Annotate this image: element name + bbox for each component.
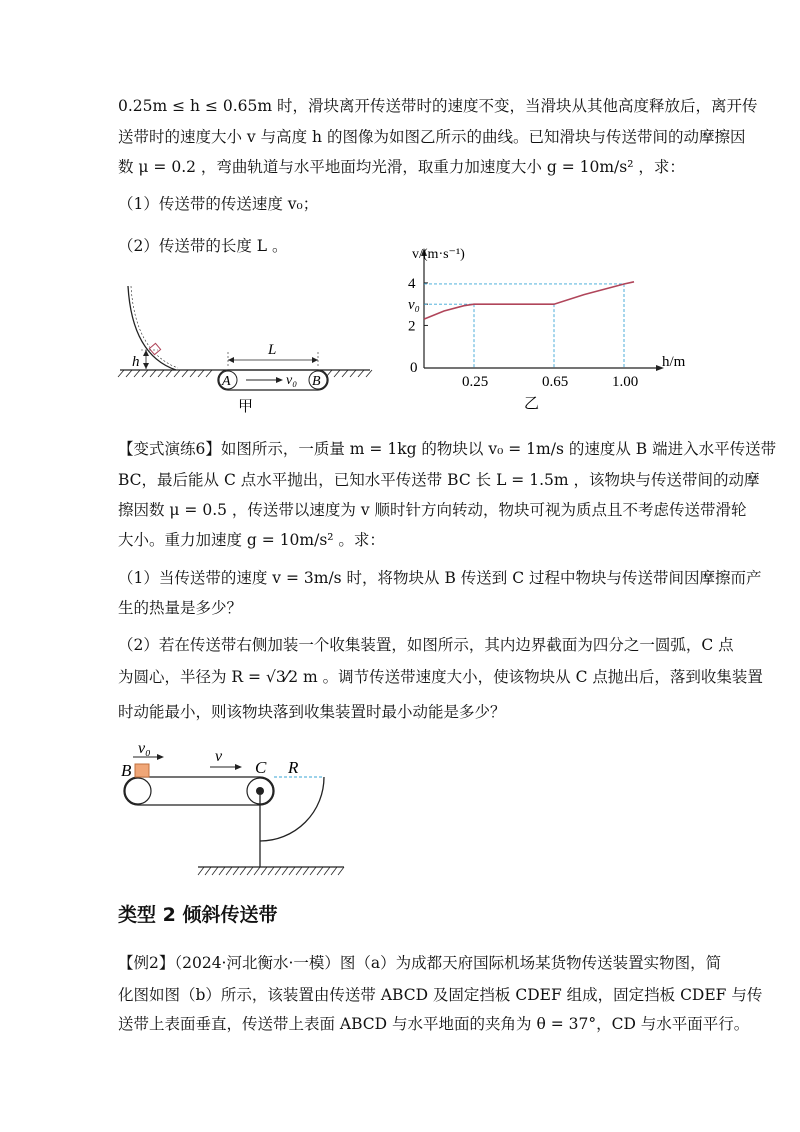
text-line: 送带时的速度大小 v 与高度 h 的图像为如图乙所示的曲线。已知滑块与传送带间的动摩擦因 xyxy=(118,128,746,146)
figure-yi-chart xyxy=(380,247,686,412)
example2-line: 【例2】（2024·河北衡水·一模）图（a）为成都天府国际机场某货物传送装置实物图，简 xyxy=(118,954,722,972)
x-tick-label: 0.65 xyxy=(542,374,569,390)
label-v0-belt: v₀ xyxy=(138,740,151,757)
y-axis-label: v/(m·s⁻¹) xyxy=(412,247,465,262)
figure-belt-collector xyxy=(118,735,358,885)
label-v0-jia: v₀ xyxy=(286,373,298,388)
variant6-q2: （2）若在传送带右侧加装一个收集装置，如图所示，其内边界截面为四分之一圆弧，C 点 xyxy=(118,636,734,654)
text-line: 0.25m ≤ h ≤ 0.65m 时，滑块离开传送带时的速度不变，当滑块从其他高度释放后，离开传 xyxy=(118,97,758,115)
label-B: B xyxy=(312,374,321,389)
label-A: A xyxy=(222,374,231,389)
label-C: C xyxy=(255,758,267,777)
label-h: h xyxy=(132,354,140,370)
question-2: （2）传送带的长度 L 。 xyxy=(118,237,288,255)
label-R: R xyxy=(288,758,299,777)
y-tick-label: v₀ xyxy=(408,297,420,314)
y-tick-label: 4 xyxy=(408,275,416,292)
text-line: 数 μ = 0.2 ，弯曲轨道与水平地面均光滑，取重力加速度大小 g = 10m/s² ，求： xyxy=(118,158,685,176)
variant6-q2: 时动能最小，则该物块落到收集装置时最小动能是多少？ xyxy=(118,703,506,721)
variant6-q2: 为圆心，半径为 R = √3⁄2 m 。调节传送带速度大小，使该物块从 C 点抛出后，落到收集装置 xyxy=(118,668,763,686)
caption-yi: 乙 xyxy=(524,396,540,412)
x-tick-label: 0.25 xyxy=(462,374,489,390)
y-tick-label: 2 xyxy=(408,318,416,335)
variant6-line: 大小。重力加速度 g = 10m/s² 。求： xyxy=(118,531,385,549)
label-B-belt: B xyxy=(121,761,132,780)
variant6-q1: （1）当传送带的速度 v = 3m/s 时，将物块从 B 传送到 C 过程中物块与传送带间因摩擦而产 xyxy=(118,569,762,587)
label-L: L xyxy=(268,342,277,358)
x-axis-label: h/m xyxy=(662,354,686,370)
example2-line: 送带上表面垂直，传送带上表面 ABCD 与水平地面的夹角为 θ = 37°，CD 与水平面平行。 xyxy=(118,1015,750,1033)
label-v-belt: v xyxy=(215,748,223,765)
caption-jia: 甲 xyxy=(238,399,254,415)
question-1: （1）传送带的传送速度 v₀； xyxy=(118,195,319,213)
figure-jia xyxy=(118,280,380,415)
origin-label: 0 xyxy=(410,360,418,376)
variant6-line: BC，最后能从 C 点水平抛出，已知水平传送带 BC 长 L = 1.5m ，该物块与传送带间的动摩 xyxy=(118,471,760,489)
series-line xyxy=(424,282,634,319)
variant6-line: 擦因数 μ = 0.5 ，传送带以速度为 v 顺时针方向转动，物块可视为质点且不考虑传送带滑轮 xyxy=(118,501,747,519)
variant6-q1: 生的热量是多少？ xyxy=(118,599,243,617)
variant6-line: 【变式演练6】如图所示，一质量 m = 1kg 的物块以 v₀ = 1m/s 的速度从 B 端进入水平传送带 xyxy=(118,440,777,458)
section-heading: 类型 2 倾斜传送带 xyxy=(118,904,278,926)
example2-line: 化图如图（b）所示，该装置由传送带 ABCD 及固定挡板 CDEF 组成，固定挡板 CDEF 与传 xyxy=(118,986,763,1004)
x-tick-label: 1.00 xyxy=(612,374,639,390)
